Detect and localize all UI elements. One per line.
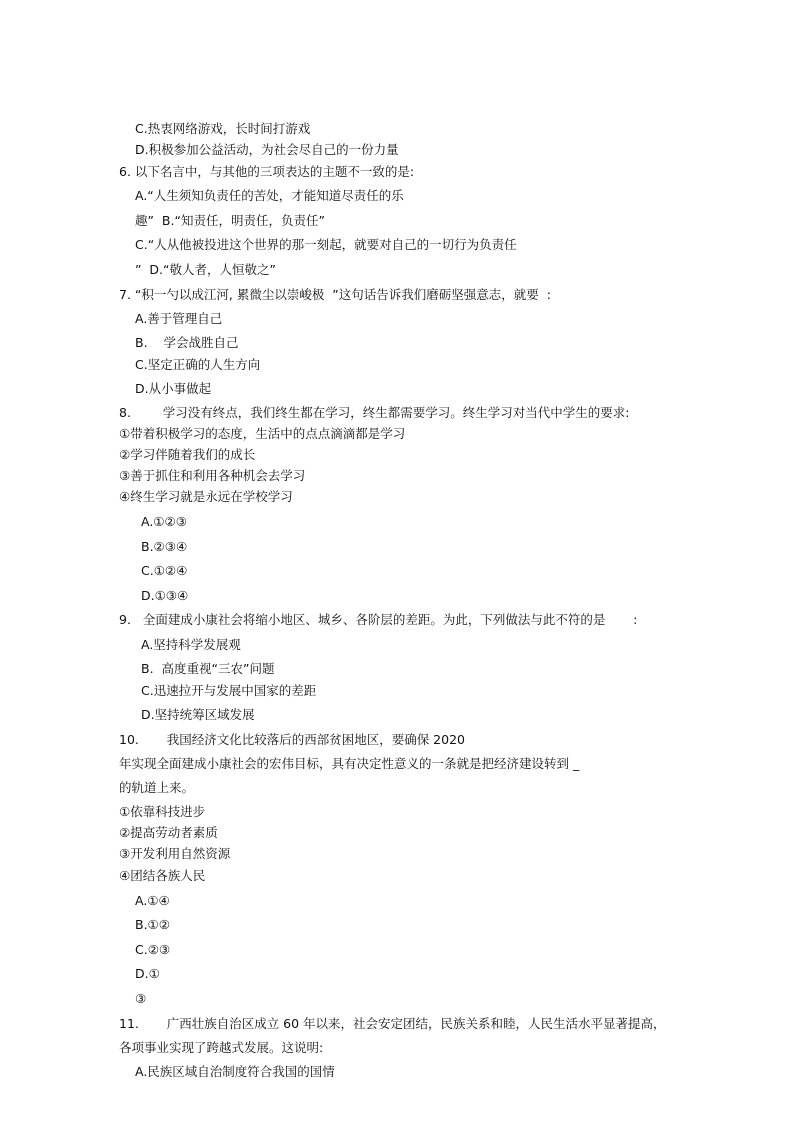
q8-question: 8. 学习没有终点，我们终生都在学习，终生都需要学习。终生学习对当代中学生的要求: (119, 405, 630, 420)
q10-statement-3: ③开发利用自然资源 (119, 846, 231, 861)
q6-option-a: A.“人生须知负责任的苦处，才能知道尽责任的乐 (135, 188, 404, 203)
q8-option-b: B.②③④ (141, 539, 188, 554)
q10-question-cont-2: 的轨道上来。 (119, 780, 195, 795)
q9-option-c: C.迅速拉开与发展中国家的差距 (141, 683, 317, 698)
q8-option-a: A.①②③ (141, 514, 187, 529)
q6-option-c-cont-d: ” D.“敬人者，人恒敬之” (135, 262, 276, 277)
q10-question: 10. 我国经济文化比较落后的西部贫困地区，要确保 2020 (119, 732, 465, 747)
q8-statement-4: ④终生学习就是永远在学校学习 (119, 489, 293, 504)
q11-option-a: A.民族区域自治制度符合我国的国情 (135, 1064, 335, 1079)
q10-statement-1: ①依靠科技进步 (119, 804, 206, 819)
q9-option-b: B. 高度重视“三农”问题 (141, 661, 275, 676)
q8-option-c: C.①②④ (141, 563, 188, 578)
q6-option-c: C.“人从他被投进这个世界的那一刻起，就要对自己的一切行为负责任 (135, 237, 517, 252)
q10-option-d: D.① (135, 966, 160, 981)
q10-option-d-cont: ③ (135, 991, 147, 1006)
q7-option-b: B. 学会战胜自己 (135, 335, 239, 350)
q5-option-c: C.热衷网络游戏，长时间打游戏 (135, 121, 311, 136)
q10-statement-4: ④团结各族人民 (119, 868, 206, 883)
q6-question: 6. 以下名言中，与其他的三项表达的主题不一致的是: (119, 164, 419, 179)
q7-option-a: A.善于管理自己 (135, 311, 223, 326)
q8-option-d: D.①③④ (141, 588, 189, 603)
q8-statement-3: ③善于抓住和利用各种机会去学习 (119, 468, 306, 483)
q9-option-d: D.坚持统筹区域发展 (141, 707, 255, 722)
q9-question: 9. 全面建成小康社会将缩小地区、城乡、各阶层的差距。为此，下列做法与此不符的是 : (119, 612, 638, 627)
q10-option-c: C.②③ (135, 942, 171, 957)
q8-statement-2: ②学习伴随着我们的成长 (119, 447, 256, 462)
q10-question-cont-1: 年实现全面建成小康社会的宏伟目标，具有决定性意义的一条就是把经济建设转到 _ (119, 756, 580, 771)
q6-option-a-cont-b: 趣” B.“知责任，明责任，负责任” (135, 213, 325, 228)
q7-option-c: C.坚定正确的人生方向 (135, 357, 261, 372)
q7-question: 7. “积一勺以成江河, 累微尘以崇峻极 ”这句话告诉我们磨砺坚强意志，就要 : (119, 287, 551, 302)
q7-option-d: D.从小事做起 (135, 381, 212, 396)
q11-question: 11. 广西壮族自治区成立 60 年以来，社会安定团结，民族关系和睦，人民生活水平显著提高， (119, 1016, 666, 1031)
q5-option-d: D.积极参加公益活动，为社会尽自己的一份力量 (135, 142, 399, 157)
q10-option-a: A.①④ (135, 893, 170, 908)
q10-option-b: B.①② (135, 917, 170, 932)
q11-question-cont: 各项事业实现了跨越式发展。这说明: (119, 1040, 324, 1055)
q10-statement-2: ②提高劳动者素质 (119, 825, 218, 840)
q8-statement-1: ①带着积极学习的态度，生活中的点点滴滴都是学习 (119, 426, 406, 441)
q9-option-a: A.坚持科学发展观 (141, 637, 241, 652)
